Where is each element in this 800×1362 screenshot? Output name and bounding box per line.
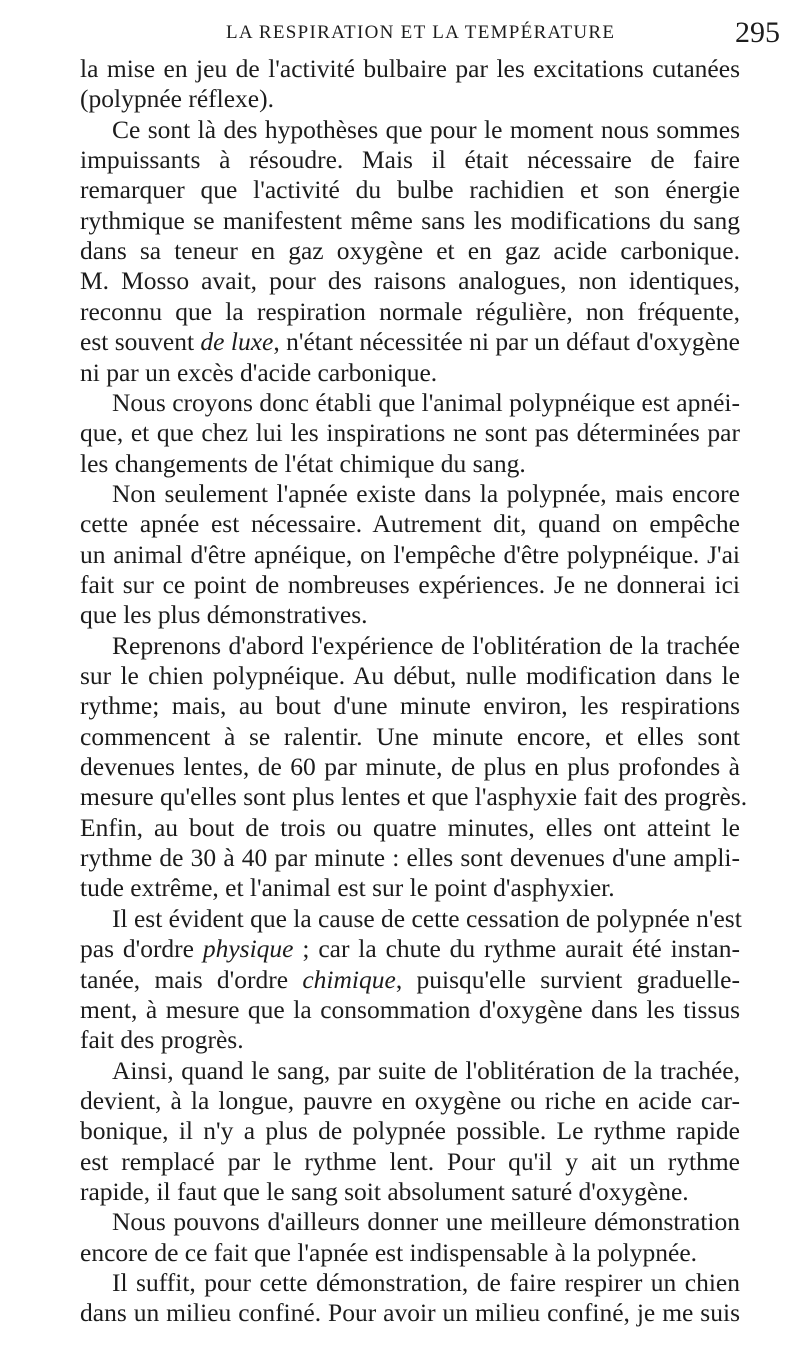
text-line — [80, 325, 740, 359]
text-line: Reprenons d'abord l'expérience de l'oblitération de la trachée — [112, 630, 740, 660]
text-line: que, et que chez lui les inspirations ne sont pas déterminées par — [80, 418, 740, 448]
text-line: ment, à mesure que la consommation d'oxygène dans les tissus — [80, 994, 740, 1024]
running-title: LA RESPIRATION ET LA TEMPÉRATURE — [226, 22, 616, 43]
text-line: rythme de 30 à 40 par minute : elles sont devenues d'une ampli- — [80, 843, 740, 873]
text-line: sur le chien polypnéique. Au début, nulle modification dans le — [80, 661, 740, 690]
text-line: remarquer que l'activité du bulbe rachidien et son énergie — [80, 175, 740, 205]
text-line: ni par un excès d'acide carbonique. — [80, 357, 438, 387]
text-line: bonique, il n'y a plus de polypnée possible. Le rythme rapide — [80, 1116, 740, 1146]
text-line: commencent à se ralentir. Une minute encore, et elles sont — [80, 721, 740, 751]
text-line: dans un milieu confiné. Pour avoir un milieu confiné, je me suis — [80, 1298, 740, 1328]
text-line: impuissants à résoudre. Mais il était nécessaire de faire — [80, 145, 740, 175]
text-line-segment: est souvent — [80, 327, 201, 357]
text-line: reconnu que la respiration normale régulière, non fréquente, — [80, 296, 740, 326]
text-line: Il est évident que la cause de cette cessation de polypnée n'est — [112, 903, 742, 933]
text-line-segment: , n'étant nécessitée ni par un défaut d'oxygène — [273, 327, 740, 357]
italic-term: physique — [202, 934, 294, 964]
text-line: rythmique se manifestent même sans les modifications du sang — [80, 205, 740, 235]
italic-term: de luxe — [200, 327, 274, 357]
text-line: Ainsi, quand le sang, par suite de l'oblitération de la trachée, — [112, 1055, 740, 1085]
text-line: que les plus démonstratives. — [80, 600, 368, 630]
text-line-segment: tanée, mais d'ordre — [80, 964, 303, 994]
text-line: Il suffit, pour cette démonstration, de faire respirer un chien — [112, 1268, 740, 1297]
text-line: encore de ce fait que l'apnée est indispensable à la polypnée. — [80, 1237, 698, 1267]
text-line: Enfin, au bout de trois ou quatre minutes, elles ont atteint le — [80, 812, 740, 842]
text-line: un animal d'être apnéique, on l'empêche d'être polypnéique. J'ai — [80, 539, 740, 569]
text-line: les changements de l'état chimique du sang. — [80, 448, 526, 478]
running-header — [0, 14, 800, 54]
text-line: devient, à la longue, pauvre en oxygène ou riche en acide car- — [80, 1085, 740, 1115]
text-line: tude extrême, et l'animal est sur le point d'asphyxier. — [80, 873, 615, 903]
text-line-segment: ; car la chute du rythme aurait été instan- — [293, 934, 740, 964]
text-line: Nous pouvons d'ailleurs donner une meilleure démonstration — [112, 1207, 740, 1237]
text-line: devenues lentes, de 60 par minute, de plus en plus profondes à — [80, 752, 740, 782]
text-line: M. Mosso avait, pour des raisons analogues, non identiques, — [80, 266, 740, 296]
text-line: la mise en jeu de l'activité bulbaire par les excitations cutanées — [80, 54, 740, 83]
page-number: 295 — [735, 16, 780, 49]
text-line: Ce sont là des hypothèses que pour le moment nous sommes — [112, 114, 740, 144]
text-line: dans sa teneur en gaz oxygène et en gaz acide carbonique. — [80, 236, 740, 266]
text-line — [80, 932, 740, 966]
text-line — [80, 963, 740, 997]
text-line-segment: pas d'ordre — [80, 934, 203, 964]
text-line: (polypnée réflexe). — [80, 84, 274, 114]
text-line: mesure qu'elles sont plus lentes et que l'asphyxie fait des progrès. — [80, 782, 748, 812]
text-line: Nous croyons donc établi que l'animal polypnéique est apnéi- — [112, 387, 740, 417]
text-line: Non seulement l'apnée existe dans la polypnée, mais encore — [112, 478, 740, 508]
text-line: fait sur ce point de nombreuses expériences. Je ne donnerai ici — [80, 569, 740, 599]
text-line: rythme; mais, au bout d'une minute environ, les respirations — [80, 691, 740, 721]
text-line: est remplacé par le rythme lent. Pour qu'il y ait un rythme — [80, 1146, 740, 1176]
text-line: rapide, il faut que le sang soit absolument saturé d'oxygène. — [80, 1176, 689, 1206]
text-line: fait des progrès. — [80, 1025, 244, 1055]
text-line: cette apnée est nécessaire. Autrement dit, quand on empêche — [80, 509, 740, 539]
text-line-segment: , puisqu'elle survient graduelle- — [395, 964, 740, 994]
italic-term: chimique — [302, 964, 396, 994]
